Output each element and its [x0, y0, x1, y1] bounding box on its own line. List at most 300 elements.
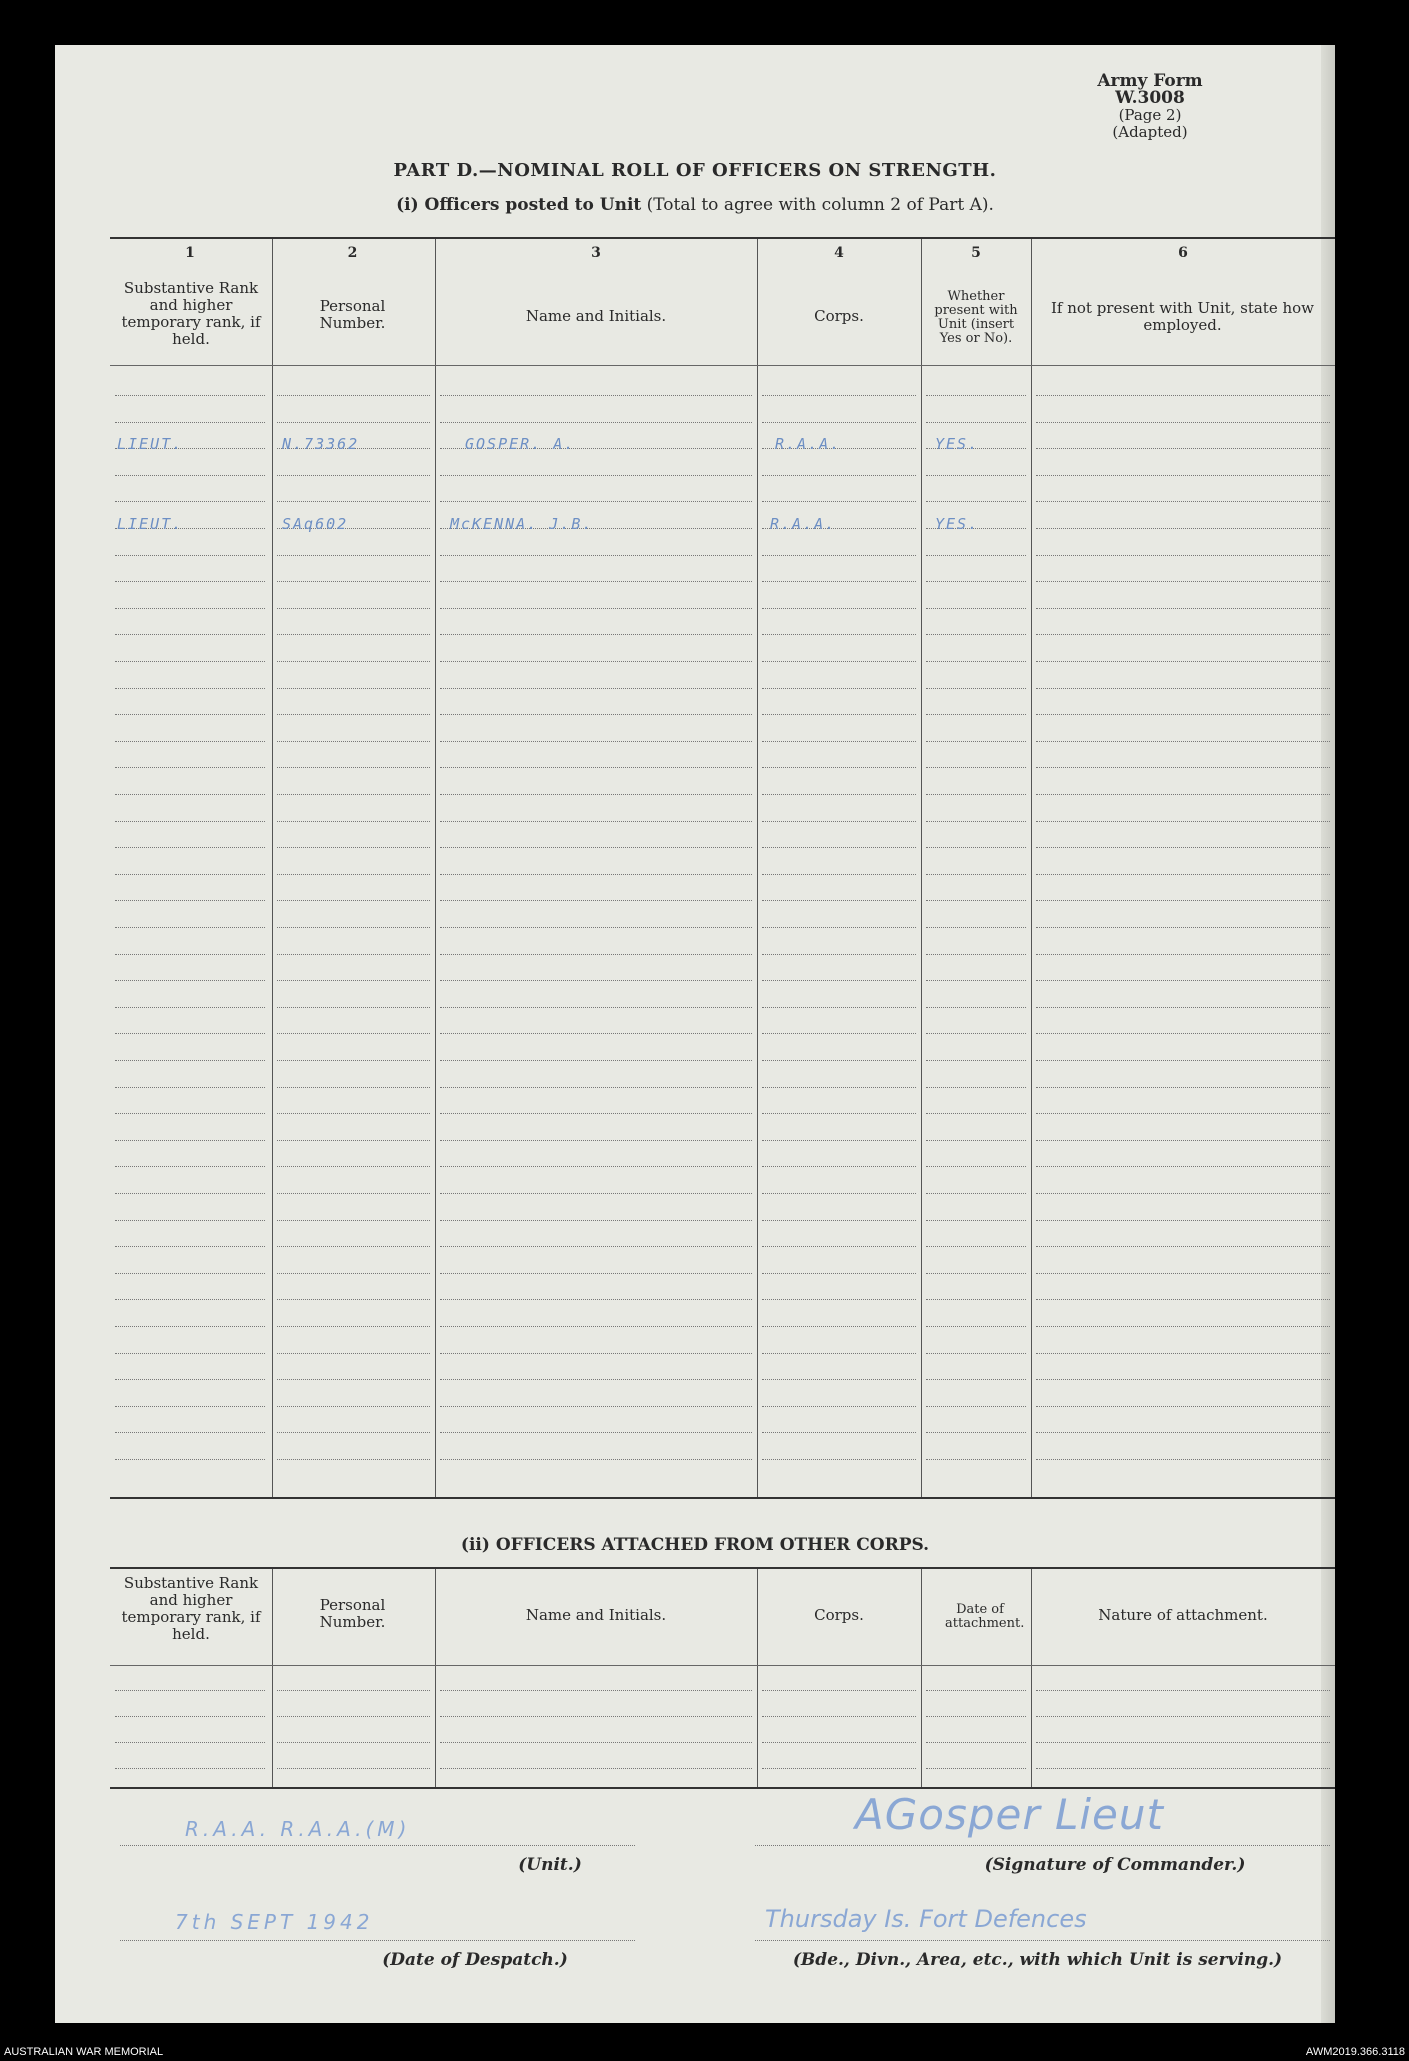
ruled-line: [115, 581, 265, 582]
ruled-line: [115, 1060, 265, 1061]
ruled-line: [115, 395, 265, 396]
table2-bottom-rule: [110, 1787, 1335, 1789]
section1-heading-prefix: (i) Officers posted to Unit: [396, 195, 642, 215]
ruled-line: [277, 1246, 430, 1247]
table1-header-rule: [110, 365, 1335, 366]
ruled-line: [926, 688, 1026, 689]
ruled-line: [277, 661, 430, 662]
unit-line: [120, 1845, 635, 1846]
ruled-line: [115, 1353, 265, 1354]
ruled-line: [440, 980, 752, 981]
ruled-line: [926, 874, 1026, 875]
row2-name: McKENNA. J.B.: [450, 515, 594, 533]
ruled-line: [440, 1742, 752, 1743]
ruled-line: [762, 1432, 916, 1433]
ruled-line: [277, 1406, 430, 1407]
ruled-line: [762, 581, 916, 582]
ruled-line: [440, 767, 752, 768]
ruled-line: [1036, 1768, 1330, 1769]
ruled-line: [440, 501, 752, 502]
page-title: PART D.—NOMINAL ROLL OF OFFICERS ON STRENGTH.: [393, 160, 997, 181]
ruled-line: [926, 1166, 1026, 1167]
ruled-line: [277, 927, 430, 928]
ruled-line: [440, 634, 752, 635]
ruled-line: [115, 1742, 265, 1743]
ruled-line: [762, 1690, 916, 1691]
ruled-line: [762, 1768, 916, 1769]
ruled-line: [277, 608, 430, 609]
ruled-line: [926, 608, 1026, 609]
ruled-line: [440, 1113, 752, 1114]
table2-col6-header: Nature of attachment.: [1098, 1606, 1268, 1624]
ruled-line: [762, 1299, 916, 1300]
ruled-line: [277, 1716, 430, 1717]
ruled-line: [440, 555, 752, 556]
ruled-line: [1036, 874, 1330, 875]
ruled-line: [440, 661, 752, 662]
ruled-line: [1036, 1406, 1330, 1407]
ruled-line: [762, 1113, 916, 1114]
section2-heading: (ii) OFFICERS ATTACHED FROM OTHER CORPS.: [460, 1535, 930, 1555]
col6-number: 6: [1178, 245, 1188, 261]
ruled-line: [1036, 1166, 1330, 1167]
ruled-line: [115, 1087, 265, 1088]
table2-col5-header: Date of attachment.: [945, 1602, 1025, 1631]
archive-footer: [0, 2045, 1409, 2061]
ruled-line: [277, 395, 430, 396]
ruled-line: [1036, 608, 1330, 609]
archive-id: AWM2019.366.3118: [1305, 2046, 1405, 2058]
ruled-line: [926, 1140, 1026, 1141]
ruled-line: [440, 581, 752, 582]
ruled-line: [440, 1768, 752, 1769]
ruled-line: [115, 1299, 265, 1300]
table2-divider-1: [272, 1569, 273, 1787]
ruled-line: [1036, 501, 1330, 502]
signature-value: AGosper Lieut: [855, 1790, 1164, 1839]
ruled-line: [115, 608, 265, 609]
ruled-line: [440, 1459, 752, 1460]
ruled-line: [115, 821, 265, 822]
table1-divider-2: [435, 239, 436, 1497]
ruled-line: [762, 634, 916, 635]
ruled-line: [1036, 1379, 1330, 1380]
section1-heading-suffix: (Total to agree with column 2 of Part A).: [646, 195, 994, 215]
ruled-line: [115, 555, 265, 556]
section1-heading: [55, 195, 1335, 215]
ruled-line: [926, 954, 1026, 955]
ruled-line: [277, 1432, 430, 1433]
ruled-line: [277, 1220, 430, 1221]
ruled-line: [440, 1033, 752, 1034]
ruled-line: [277, 581, 430, 582]
ruled-line: [115, 1166, 265, 1167]
ruled-line: [277, 1087, 430, 1088]
ruled-line: [926, 821, 1026, 822]
ruled-line: [762, 1060, 916, 1061]
ruled-line: [1036, 1353, 1330, 1354]
ruled-line: [115, 1459, 265, 1460]
table2-divider-3: [757, 1569, 758, 1787]
ruled-line: [762, 422, 916, 423]
ruled-line: [440, 1299, 752, 1300]
ruled-line: [762, 874, 916, 875]
ruled-line: [1036, 767, 1330, 768]
ruled-line: [277, 1379, 430, 1380]
row2-present: YES.: [935, 515, 980, 533]
ruled-line: [440, 1690, 752, 1691]
ruled-line: [440, 475, 752, 476]
ruled-line: [1036, 688, 1330, 689]
ruled-line: [440, 927, 752, 928]
ruled-line: [1036, 422, 1330, 423]
ruled-line: [277, 1033, 430, 1034]
ruled-line: [926, 900, 1026, 901]
ruled-line: [926, 1716, 1026, 1717]
ruled-line: [440, 608, 752, 609]
ruled-line: [277, 555, 430, 556]
ruled-line: [762, 1742, 916, 1743]
ruled-line: [762, 661, 916, 662]
ruled-line: [762, 1379, 916, 1380]
ruled-line: [440, 395, 752, 396]
ruled-line: [926, 581, 1026, 582]
form-page: [55, 45, 1335, 2023]
ruled-line: [762, 1166, 916, 1167]
ruled-line: [440, 1716, 752, 1717]
ruled-line: [440, 847, 752, 848]
ruled-line: [1036, 1033, 1330, 1034]
table2-col1-header: Substantive Rank and higher temporary rank, if held.: [121, 1574, 261, 1643]
ruled-line: [1036, 1716, 1330, 1717]
ruled-line: [115, 1007, 265, 1008]
table2-divider-2: [435, 1569, 436, 1787]
ruled-line: [277, 874, 430, 875]
ruled-line: [115, 954, 265, 955]
ruled-line: [277, 794, 430, 795]
ruled-line: [277, 767, 430, 768]
ruled-line: [440, 1220, 752, 1221]
ruled-line: [277, 1193, 430, 1194]
form-number-block: [1065, 73, 1235, 141]
form-page-number: (Page 2): [1118, 106, 1182, 124]
ruled-line: [277, 821, 430, 822]
ruled-line: [762, 714, 916, 715]
ruled-line: [115, 927, 265, 928]
signature-label: (Signature of Commander.): [984, 1855, 1246, 1875]
ruled-line: [115, 1716, 265, 1717]
ruled-line: [926, 741, 1026, 742]
formation-value: Thursday Is. Fort Defences: [765, 1905, 1087, 1933]
ruled-line: [115, 1113, 265, 1114]
form-adapted-note: (Adapted): [1112, 123, 1188, 141]
col2-number: 2: [347, 245, 358, 261]
ruled-line: [1036, 634, 1330, 635]
ruled-line: [440, 741, 752, 742]
table2-top-rule: [110, 1567, 1335, 1569]
ruled-line: [1036, 1246, 1330, 1247]
ruled-line: [277, 1326, 430, 1327]
ruled-line: [1036, 1113, 1330, 1114]
ruled-line: [926, 1768, 1026, 1769]
ruled-line: [115, 661, 265, 662]
formation-label: (Bde., Divn., Area, etc., with which Unit is serving.): [792, 1950, 1283, 1970]
ruled-line: [277, 1060, 430, 1061]
ruled-line: [762, 608, 916, 609]
ruled-line: [115, 688, 265, 689]
ruled-line: [277, 900, 430, 901]
ruled-line: [115, 501, 265, 502]
ruled-line: [1036, 1690, 1330, 1691]
ruled-line: [926, 1007, 1026, 1008]
ruled-line: [926, 1459, 1026, 1460]
row2-corps: R.A.A.: [770, 515, 837, 533]
ruled-line: [762, 395, 916, 396]
ruled-line: [1036, 714, 1330, 715]
ruled-line: [1036, 980, 1330, 981]
ruled-line: [277, 422, 430, 423]
ruled-line: [926, 1432, 1026, 1433]
ruled-line: [926, 767, 1026, 768]
ruled-line: [440, 1273, 752, 1274]
row1-rank: LIEUT.: [117, 435, 184, 453]
ruled-line: [1036, 1193, 1330, 1194]
ruled-line: [1036, 900, 1330, 901]
ruled-line: [762, 980, 916, 981]
ruled-line: [762, 900, 916, 901]
ruled-line: [1036, 555, 1330, 556]
ruled-line: [440, 954, 752, 955]
ruled-line: [115, 874, 265, 875]
ruled-line: [926, 395, 1026, 396]
ruled-line: [277, 1299, 430, 1300]
ruled-line: [762, 847, 916, 848]
ruled-line: [115, 714, 265, 715]
ruled-line: [762, 1716, 916, 1717]
ruled-line: [277, 501, 430, 502]
ruled-line: [277, 688, 430, 689]
ruled-line: [1036, 1007, 1330, 1008]
table1-divider-1: [272, 239, 273, 1497]
ruled-line: [440, 821, 752, 822]
ruled-line: [762, 1406, 916, 1407]
ruled-line: [926, 634, 1026, 635]
ruled-line: [1036, 475, 1330, 476]
ruled-line: [926, 1193, 1026, 1194]
table2-col3-header: Name and Initials.: [525, 1606, 667, 1624]
row2-rank: LIEUT.: [117, 515, 184, 533]
table1-divider-4: [921, 239, 922, 1497]
ruled-line: [440, 422, 752, 423]
ruled-line: [1036, 1299, 1330, 1300]
ruled-line: [762, 1193, 916, 1194]
ruled-line: [1036, 927, 1330, 928]
ruled-line: [115, 634, 265, 635]
ruled-line: [440, 1193, 752, 1194]
table1-top-rule: [110, 237, 1335, 239]
ruled-line: [762, 741, 916, 742]
ruled-line: [115, 1406, 265, 1407]
ruled-line: [440, 794, 752, 795]
ruled-line: [1036, 1432, 1330, 1433]
ruled-line: [762, 954, 916, 955]
date-label: (Date of Despatch.): [382, 1950, 568, 1970]
ruled-line: [762, 927, 916, 928]
ruled-line: [1036, 395, 1330, 396]
ruled-line: [277, 1768, 430, 1769]
col3-number: 3: [591, 245, 601, 261]
archive-name: AUSTRALIAN WAR MEMORIAL: [4, 2046, 164, 2058]
col5-number: 5: [971, 245, 981, 261]
unit-value: R.A.A. R.A.A.(M): [185, 1817, 411, 1841]
ruled-line: [926, 714, 1026, 715]
table2-divider-5: [1031, 1569, 1032, 1787]
ruled-line: [762, 1273, 916, 1274]
ruled-line: [115, 1690, 265, 1691]
ruled-line: [1036, 528, 1330, 529]
row1-corps: R.A.A.: [775, 435, 842, 453]
ruled-line: [762, 1246, 916, 1247]
ruled-line: [440, 1007, 752, 1008]
ruled-line: [115, 794, 265, 795]
signature-line: [755, 1845, 1330, 1846]
ruled-line: [1036, 1742, 1330, 1743]
row2-number: SAq602: [282, 515, 349, 533]
ruled-line: [277, 1166, 430, 1167]
ruled-line: [926, 501, 1026, 502]
ruled-line: [1036, 821, 1330, 822]
ruled-line: [440, 1140, 752, 1141]
ruled-line: [926, 1220, 1026, 1221]
ruled-line: [762, 1220, 916, 1221]
row1-number: N.73362: [282, 435, 360, 453]
ruled-line: [1036, 448, 1330, 449]
ruled-line: [440, 1326, 752, 1327]
ruled-line: [277, 634, 430, 635]
ruled-line: [1036, 1459, 1330, 1460]
ruled-line: [926, 980, 1026, 981]
ruled-line: [762, 1087, 916, 1088]
ruled-line: [762, 1459, 916, 1460]
ruled-line: [926, 1299, 1026, 1300]
ruled-line: [762, 475, 916, 476]
ruled-line: [762, 555, 916, 556]
ruled-line: [926, 1379, 1026, 1380]
table2-header-rule: [110, 1665, 1335, 1666]
ruled-line: [762, 1140, 916, 1141]
table2-col4-header: Corps.: [814, 1606, 864, 1624]
ruled-line: [762, 794, 916, 795]
ruled-line: [115, 1193, 265, 1194]
ruled-line: [1036, 954, 1330, 955]
row1-name: GOSPER. A.: [465, 435, 576, 453]
ruled-line: [277, 1353, 430, 1354]
ruled-line: [1036, 741, 1330, 742]
ruled-line: [926, 1060, 1026, 1061]
ruled-line: [277, 847, 430, 848]
ruled-line: [926, 847, 1026, 848]
col4-header: Corps.: [814, 307, 864, 325]
ruled-line: [762, 688, 916, 689]
ruled-line: [926, 1690, 1026, 1691]
ruled-line: [926, 1033, 1026, 1034]
ruled-line: [115, 1033, 265, 1034]
col1-header: Substantive Rank and higher temporary rank, if held.: [121, 279, 261, 348]
ruled-line: [762, 1033, 916, 1034]
ruled-line: [277, 1140, 430, 1141]
ruled-line: [1036, 661, 1330, 662]
ruled-line: [1036, 581, 1330, 582]
ruled-line: [440, 688, 752, 689]
ruled-line: [115, 847, 265, 848]
ruled-line: [440, 1406, 752, 1407]
ruled-line: [277, 1459, 430, 1460]
ruled-line: [440, 900, 752, 901]
ruled-line: [115, 475, 265, 476]
ruled-line: [926, 1353, 1026, 1354]
ruled-line: [1036, 1326, 1330, 1327]
ruled-line: [115, 741, 265, 742]
col4-number: 4: [834, 245, 844, 261]
ruled-line: [926, 1742, 1026, 1743]
ruled-line: [440, 1353, 752, 1354]
ruled-line: [762, 1326, 916, 1327]
ruled-line: [115, 980, 265, 981]
ruled-line: [926, 422, 1026, 423]
ruled-line: [926, 555, 1026, 556]
date-value: 7th SEPT 1942: [175, 1910, 374, 1934]
ruled-line: [762, 1007, 916, 1008]
table2-col2-header: Personal Number.: [319, 1596, 386, 1631]
col3-header: Name and Initials.: [525, 307, 667, 325]
ruled-line: [115, 1246, 265, 1247]
ruled-line: [762, 821, 916, 822]
ruled-line: [277, 1273, 430, 1274]
col6-header: If not present with Unit, state how employed.: [1050, 299, 1315, 334]
ruled-line: [1036, 794, 1330, 795]
ruled-line: [115, 767, 265, 768]
ruled-line: [926, 794, 1026, 795]
ruled-line: [926, 1246, 1026, 1247]
ruled-line: [115, 1768, 265, 1769]
ruled-line: [1036, 1060, 1330, 1061]
ruled-line: [115, 1140, 265, 1141]
row1-present: YES.: [935, 435, 980, 453]
table1-divider-3: [757, 239, 758, 1497]
ruled-line: [440, 1379, 752, 1380]
date-line: [120, 1940, 635, 1941]
ruled-line: [440, 1166, 752, 1167]
col1-number: 1: [185, 245, 195, 261]
ruled-line: [1036, 1140, 1330, 1141]
ruled-line: [1036, 1273, 1330, 1274]
table2-divider-4: [921, 1569, 922, 1787]
ruled-line: [277, 1113, 430, 1114]
ruled-line: [926, 1273, 1026, 1274]
ruled-line: [440, 1087, 752, 1088]
ruled-line: [762, 501, 916, 502]
col5-header: Whether present with Unit (insert Yes or No).: [934, 289, 1018, 346]
ruled-line: [1036, 1220, 1330, 1221]
ruled-line: [277, 741, 430, 742]
ruled-line: [115, 1273, 265, 1274]
ruled-line: [277, 1742, 430, 1743]
ruled-line: [440, 1432, 752, 1433]
ruled-line: [277, 954, 430, 955]
table1-bottom-rule: [110, 1497, 1335, 1499]
ruled-line: [115, 1326, 265, 1327]
ruled-line: [440, 714, 752, 715]
